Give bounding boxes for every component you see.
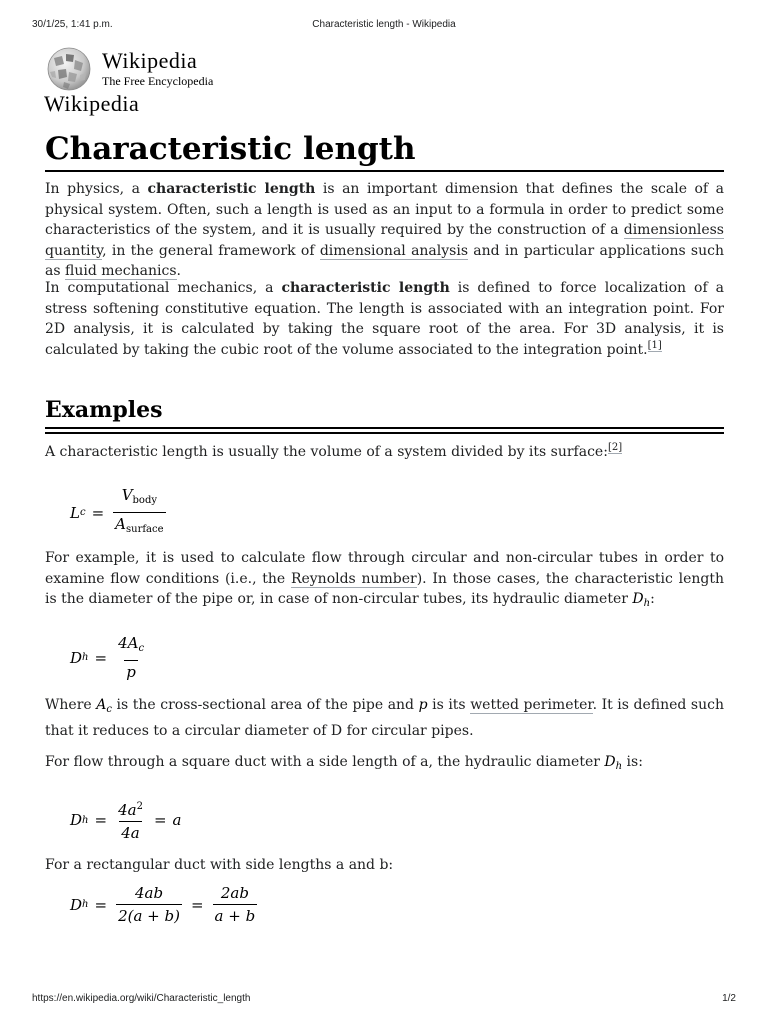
text-run: : [650,591,655,607]
link-reynolds-number[interactable]: Reynolds number [290,570,417,587]
text-run: For flow through a square duct with a side length of a, the hydraulic diameter [45,754,605,770]
examples-paragraph-1 [45,442,724,463]
text-run: and in particular applications such as [45,242,724,279]
text-run: is defined to force localization of a stress softening constitutive equation. The length is associated with an integration point. For 2D analysis, it is calculated by taking the square root of the area. For 3D analysis, it is calculated by taking the cubic root of the volume associated to the integration point. [45,280,724,358]
link-dimensional-analysis[interactable]: dimensional analysis [319,242,469,259]
text-run: , in the general framework of [102,242,320,259]
equation-characteristic-length: L c = $\frac{V_{body}}{A_{surface}}$ [70,484,169,541]
text-run: Where [45,697,97,713]
wikipedia-wordmark: Wikipedia [102,48,198,73]
print-date: 30/1/25, 1:41 p.m. [32,19,113,30]
link-fluid-mechanics[interactable]: fluid mechanics [64,263,177,279]
text-run: For example, it is used to calculate flow through circular and non-circular tubes in order to examine flow conditions (i.e., the [45,550,724,587]
text-run: is an important dimension that defines the scale of a physical system. Often, such a length is used as an input to a formula in order to predict some characteristics of the system, and it is usually required by the construction of a [45,181,725,238]
citation-2[interactable]: [2] [607,442,623,454]
examples-paragraph-3 [45,695,724,741]
examples-paragraph-4 [45,752,724,778]
text-run: ). In those cases, the characteristic length is the diameter of the pipe or, in case of non-circular tubes, its hydraulic diameter [45,570,724,607]
text-run: In physics, a [45,181,148,197]
wikipedia-wordmark-secondary: Wikipedia [44,91,140,116]
math-inline-dh: $D_h$ [632,591,651,609]
globe-icon [44,46,94,92]
section-divider [45,427,724,434]
section-heading-examples: Examples [45,397,163,423]
text-run: . It is defined such that it reduces to a circular diameter of D for circular pipes. [45,697,724,739]
equation-rectangular-duct: D h = $\frac{4ab}{2(a + b)}$ = $\frac{2ab}{a + b}$ [70,884,256,925]
print-url[interactable]: https://en.wikipedia.org/wiki/Characteristic_length [32,993,251,1004]
text-run: A characteristic length is usually the volume of a system divided by its surface: [45,444,608,460]
bold-term: characteristic length [147,181,316,197]
citation-1[interactable]: [1] [647,339,662,351]
page-title: Characteristic length [45,130,724,172]
text-run: . [176,263,181,279]
examples-paragraph-5: For a rectangular duct with side lengths a and b: [45,857,394,873]
intro-paragraph-1 [45,179,724,282]
page-number: 1/2 [722,993,736,1004]
text-run: is: [622,754,643,770]
text-run: is the cross-sectional area of the pipe and [111,697,419,713]
equation-hydraulic-diameter: D h = $\frac{4A_c}{p}$ [70,634,145,681]
wikipedia-tagline: The Free Encyclopedia [102,74,214,88]
text-run: In computational mechanics, a [45,280,282,296]
bold-term: characteristic length [281,280,450,296]
equation-square-duct: D h = $\frac{4a^2}{4a}$ = a [70,801,182,842]
intro-paragraph-2 [45,278,724,360]
link-dimensionless-quantity[interactable]: dimensionless quantity [45,222,724,259]
link-wetted-perimeter[interactable]: wetted perimeter [470,697,593,713]
examples-section-header [45,395,724,434]
text-run: is its [427,697,471,713]
math-inline-ac: $A_c$ [96,697,112,715]
examples-paragraph-2 [45,548,724,615]
math-inline-p: p [418,697,428,713]
print-title: Characteristic length - Wikipedia [312,19,456,30]
math-inline-dh: $D_h$ [604,754,623,772]
